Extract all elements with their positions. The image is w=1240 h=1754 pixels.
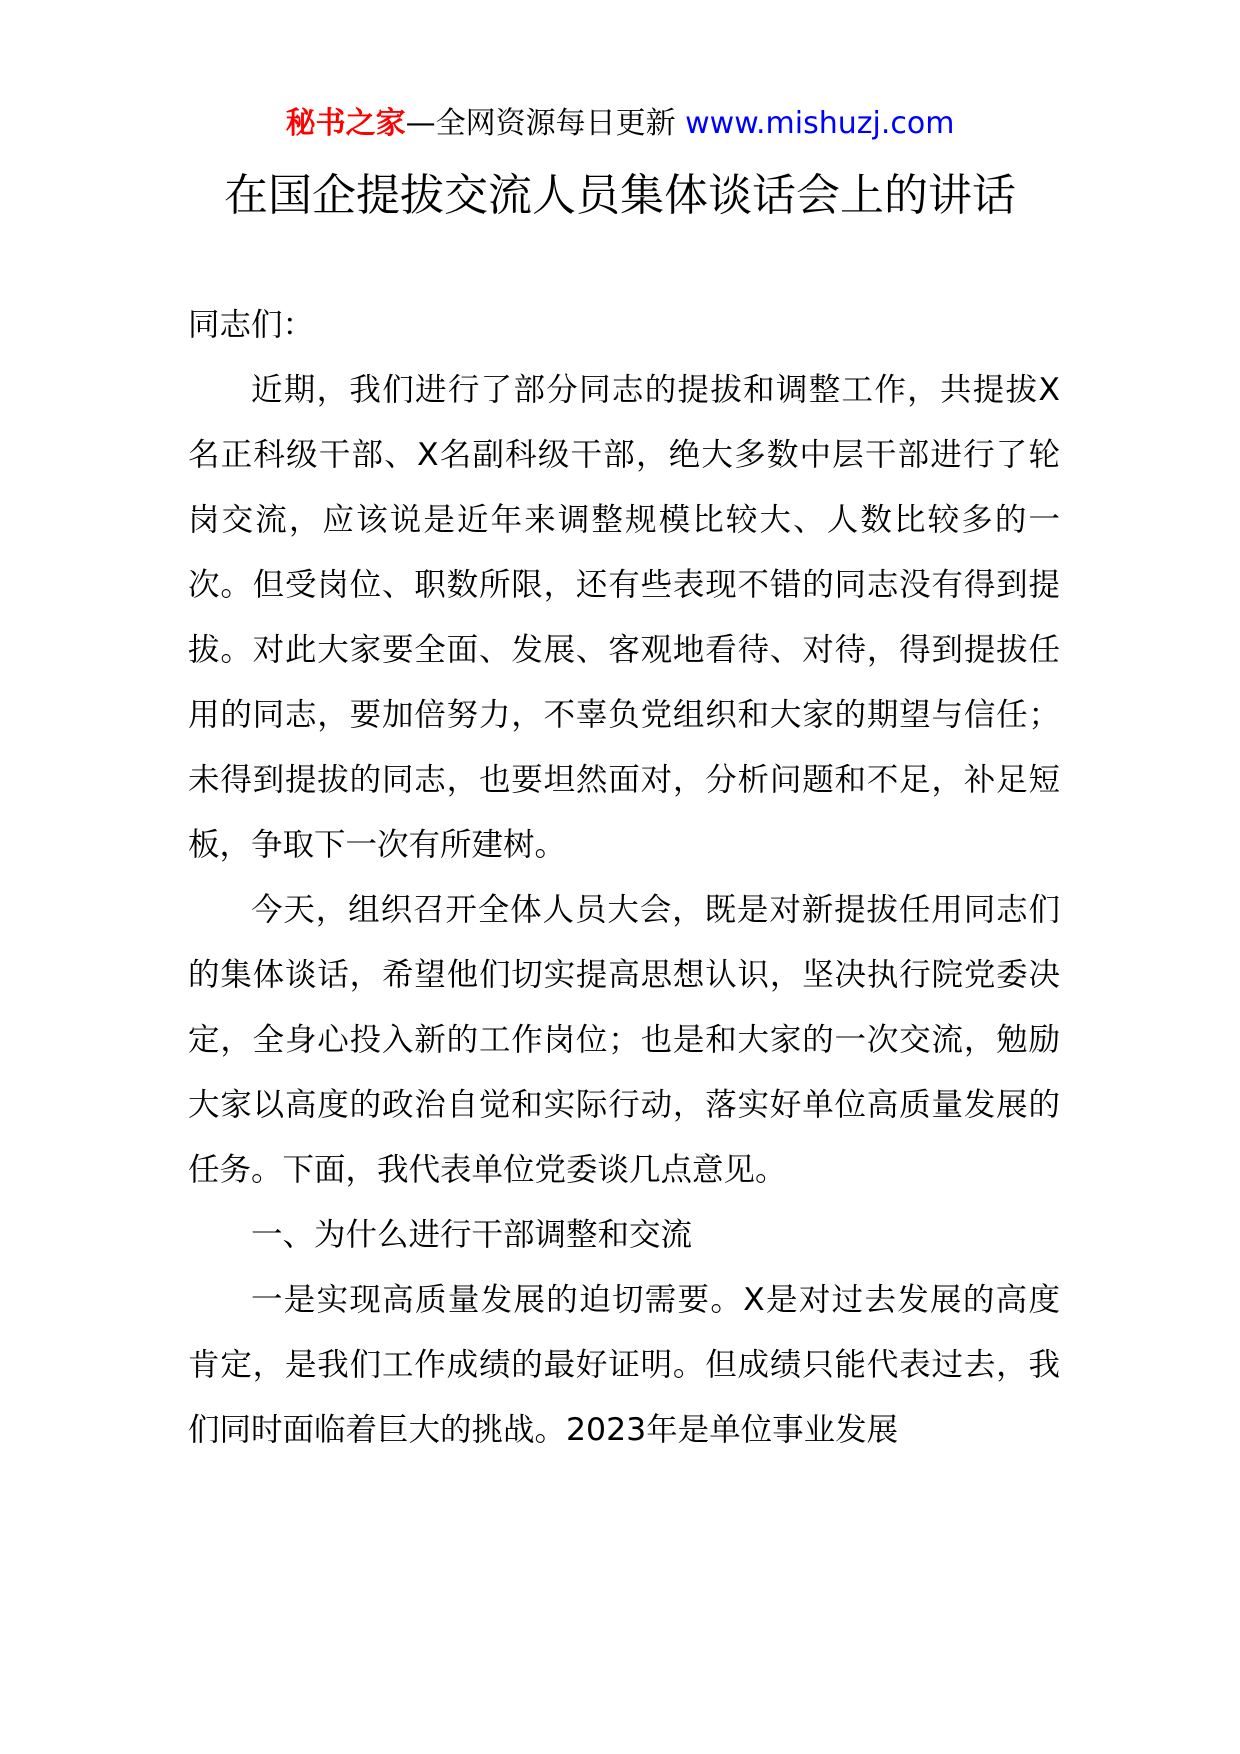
document-title: 在国企提拔交流人员集体谈话会上的讲话 xyxy=(224,170,1016,221)
salutation: 同志们： xyxy=(188,307,315,343)
section-heading: 一、为什么进行干部调整和交流 xyxy=(251,1217,693,1253)
paragraph-2: 今天，组织召开全体人员大会，既是对新提拔任用同志们的集体谈话，希望他们切实提高思想认识，坚决执行院党委决定，全身心投入新的工作岗位；也是和大家的一次交流，勉励大家以高度的政治自觉和实际行动，落实好单位高质量发展的任务。下面，我代表单位党委谈几点意见。 xyxy=(188,892,1060,1188)
site-url-link[interactable]: www.mishuzj.com xyxy=(685,106,955,141)
site-tagline: —全网资源每日更新 xyxy=(405,106,686,141)
site-header xyxy=(0,104,1240,144)
section-paragraph: 一是实现高质量发展的迫切需要。X是对过去发展的高度肯定，是我们工作成绩的最好证明。但成绩只能代表过去，我们同时面临着巨大的挑战。2023年是单位事业发展 xyxy=(188,1282,1060,1448)
document-body xyxy=(188,293,1060,1463)
brand-name: 秘书之家 xyxy=(285,106,406,141)
paragraph-1: 近期，我们进行了部分同志的提拔和调整工作，共提拔X名正科级干部、X名副科级干部，绝大多数中层干部进行了轮岗交流，应该说是近年来调整规模比较大、人数比较多的一次。但受岗位、职数所限，还有些表现不错的同志没有得到提拔。对此大家要全面、发展、客观地看待、对待，得到提拔任用的同志，要加倍努力，不辜负党组织和大家的期望与信任；未得到提拔的同志，也要坦然面对，分析问题和不足，补足短板，争取下一次有所建树。 xyxy=(188,372,1060,863)
